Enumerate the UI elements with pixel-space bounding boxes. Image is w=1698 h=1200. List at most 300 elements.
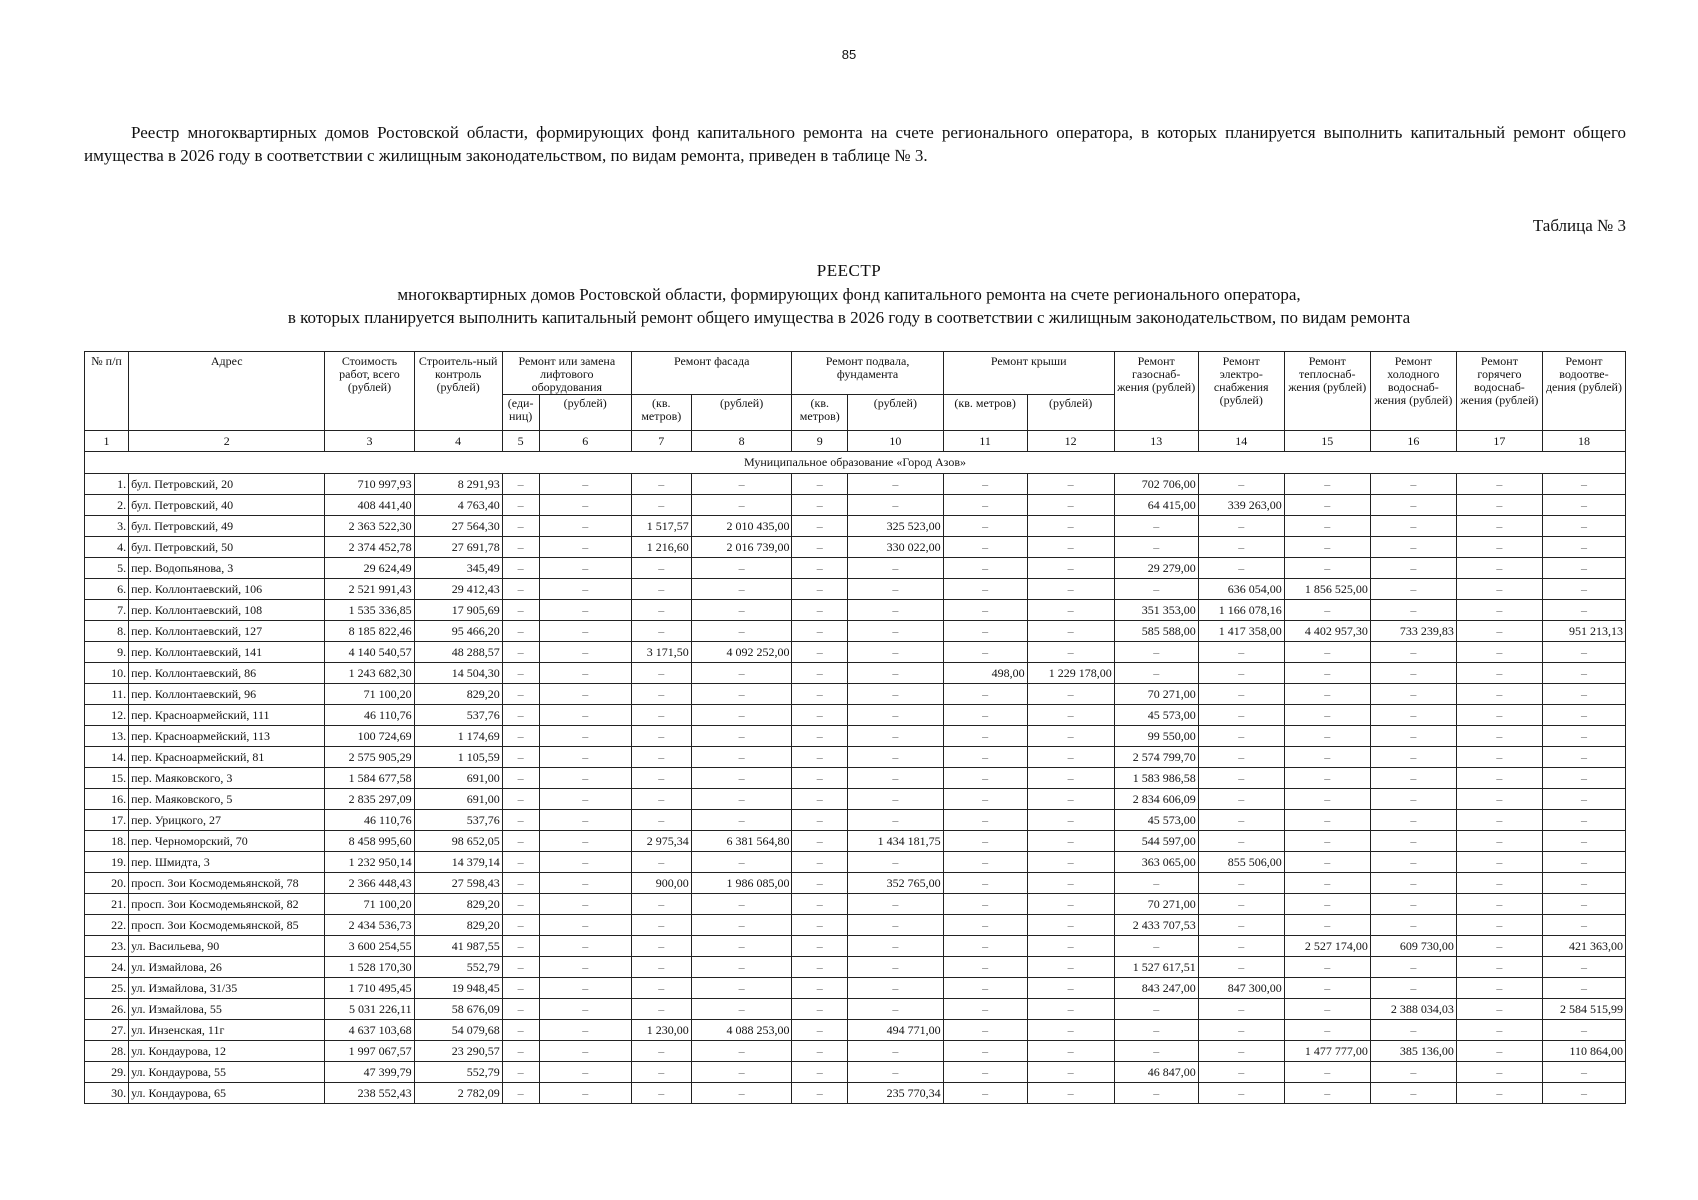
table-row <box>85 978 1626 999</box>
empty-value-cell: – <box>792 537 848 558</box>
value-cell: 855 506,00 <box>1198 852 1284 873</box>
empty-value-cell: – <box>1284 558 1370 579</box>
empty-value-cell: – <box>1198 957 1284 978</box>
empty-value-cell: – <box>1542 831 1625 852</box>
empty-value-cell: – <box>1456 915 1542 936</box>
empty-value-cell: – <box>539 705 631 726</box>
empty-value-cell: – <box>691 810 792 831</box>
empty-value-cell: – <box>848 852 944 873</box>
empty-value-cell: – <box>1456 831 1542 852</box>
empty-value-cell: – <box>691 936 792 957</box>
empty-value-cell: – <box>1114 579 1198 600</box>
empty-value-cell: – <box>1370 873 1456 894</box>
empty-value-cell: – <box>1456 894 1542 915</box>
empty-value-cell: – <box>1027 768 1114 789</box>
empty-value-cell: – <box>539 600 631 621</box>
empty-value-cell: – <box>539 936 631 957</box>
column-number: 1 <box>85 431 129 452</box>
value-cell: 4 140 540,57 <box>325 642 414 663</box>
value-cell: 1 477 777,00 <box>1284 1041 1370 1062</box>
empty-value-cell: – <box>1370 915 1456 936</box>
row-number-cell: 7. <box>85 600 129 621</box>
empty-value-cell: – <box>1198 747 1284 768</box>
value-cell: 847 300,00 <box>1198 978 1284 999</box>
empty-value-cell: – <box>792 621 848 642</box>
empty-value-cell: – <box>943 915 1027 936</box>
empty-value-cell: – <box>792 747 848 768</box>
value-cell: 41 987,55 <box>414 936 502 957</box>
empty-value-cell: – <box>631 936 691 957</box>
empty-value-cell: – <box>848 936 944 957</box>
empty-value-cell: – <box>1114 873 1198 894</box>
value-cell: 2 433 707,53 <box>1114 915 1198 936</box>
value-cell: 421 363,00 <box>1542 936 1625 957</box>
address-cell: пер. Коллонтаевский, 106 <box>129 579 325 600</box>
header-num: № п/п <box>85 352 129 431</box>
empty-value-cell: – <box>1370 747 1456 768</box>
empty-value-cell: – <box>943 789 1027 810</box>
empty-value-cell: – <box>539 1062 631 1083</box>
header-facade-m: (кв. метров) <box>631 395 691 431</box>
empty-value-cell: – <box>1370 516 1456 537</box>
empty-value-cell: – <box>1027 789 1114 810</box>
value-cell: 99 550,00 <box>1114 726 1198 747</box>
registry-subtitle-line-2: в которых планируется выполнить капитальный ремонт общего имущества в 2026 году в соответствии с жилищным законодательством, по видам ремонта <box>287 308 1411 327</box>
empty-value-cell: – <box>539 1083 631 1104</box>
empty-value-cell: – <box>1114 1041 1198 1062</box>
empty-value-cell: – <box>502 579 539 600</box>
empty-value-cell: – <box>1198 999 1284 1020</box>
value-cell: 1 243 682,30 <box>325 663 414 684</box>
header-facade-rub: (рублей) <box>691 395 792 431</box>
table-row <box>85 516 1626 537</box>
empty-value-cell: – <box>1284 789 1370 810</box>
column-number: 7 <box>631 431 691 452</box>
empty-value-cell: – <box>1114 516 1198 537</box>
value-cell: 1 105,59 <box>414 747 502 768</box>
header-roof: Ремонт крыши <box>943 352 1114 395</box>
value-cell: 2 835 297,09 <box>325 789 414 810</box>
value-cell: 351 353,00 <box>1114 600 1198 621</box>
table-row <box>85 600 1626 621</box>
value-cell: 8 185 822,46 <box>325 621 414 642</box>
empty-value-cell: – <box>502 789 539 810</box>
empty-value-cell: – <box>1456 726 1542 747</box>
empty-value-cell: – <box>691 600 792 621</box>
value-cell: 1 856 525,00 <box>1284 579 1370 600</box>
header-basement-m: (кв. метров) <box>792 395 848 431</box>
row-number-cell: 17. <box>85 810 129 831</box>
value-cell: 408 441,40 <box>325 495 414 516</box>
empty-value-cell: – <box>1027 537 1114 558</box>
empty-value-cell: – <box>1284 852 1370 873</box>
empty-value-cell: – <box>691 726 792 747</box>
value-cell: 4 402 957,30 <box>1284 621 1370 642</box>
value-cell: 8 458 995,60 <box>325 831 414 852</box>
value-cell: 2 782,09 <box>414 1083 502 1104</box>
empty-value-cell: – <box>1370 1083 1456 1104</box>
empty-value-cell: – <box>1198 915 1284 936</box>
empty-value-cell: – <box>631 789 691 810</box>
empty-value-cell: – <box>1198 642 1284 663</box>
empty-value-cell: – <box>848 579 944 600</box>
value-cell: 70 271,00 <box>1114 894 1198 915</box>
empty-value-cell: – <box>502 915 539 936</box>
empty-value-cell: – <box>1456 537 1542 558</box>
empty-value-cell: – <box>502 726 539 747</box>
empty-value-cell: – <box>691 558 792 579</box>
empty-value-cell: – <box>539 1041 631 1062</box>
address-cell: ул. Кондаурова, 55 <box>129 1062 325 1083</box>
empty-value-cell: – <box>848 621 944 642</box>
value-cell: 17 905,69 <box>414 600 502 621</box>
column-number: 12 <box>1027 431 1114 452</box>
column-number: 3 <box>325 431 414 452</box>
address-cell: ул. Кондаурова, 65 <box>129 1083 325 1104</box>
empty-value-cell: – <box>792 810 848 831</box>
value-cell: 1 528 170,30 <box>325 957 414 978</box>
empty-value-cell: – <box>1198 936 1284 957</box>
column-number: 13 <box>1114 431 1198 452</box>
empty-value-cell: – <box>1542 810 1625 831</box>
table-row <box>85 957 1626 978</box>
empty-value-cell: – <box>631 495 691 516</box>
empty-value-cell: – <box>539 810 631 831</box>
empty-value-cell: – <box>792 894 848 915</box>
empty-value-cell: – <box>1370 726 1456 747</box>
value-cell: 6 381 564,80 <box>691 831 792 852</box>
registry-table <box>84 351 1626 1104</box>
empty-value-cell: – <box>792 1041 848 1062</box>
value-cell: 4 088 253,00 <box>691 1020 792 1041</box>
empty-value-cell: – <box>792 558 848 579</box>
empty-value-cell: – <box>1456 978 1542 999</box>
empty-value-cell: – <box>1542 894 1625 915</box>
empty-value-cell: – <box>631 768 691 789</box>
address-cell: пер. Коллонтаевский, 141 <box>129 642 325 663</box>
empty-value-cell: – <box>502 978 539 999</box>
row-number-cell: 13. <box>85 726 129 747</box>
header-roof-rub: (рублей) <box>1027 395 1114 431</box>
empty-value-cell: – <box>1542 705 1625 726</box>
empty-value-cell: – <box>631 957 691 978</box>
empty-value-cell: – <box>631 1062 691 1083</box>
empty-value-cell: – <box>1027 978 1114 999</box>
empty-value-cell: – <box>691 747 792 768</box>
empty-value-cell: – <box>1284 516 1370 537</box>
column-number: 18 <box>1542 431 1625 452</box>
empty-value-cell: – <box>943 810 1027 831</box>
empty-value-cell: – <box>631 684 691 705</box>
value-cell: 494 771,00 <box>848 1020 944 1041</box>
row-number-cell: 21. <box>85 894 129 915</box>
value-cell: 46 847,00 <box>1114 1062 1198 1083</box>
value-cell: 1 232 950,14 <box>325 852 414 873</box>
empty-value-cell: – <box>943 474 1027 495</box>
empty-value-cell: – <box>1542 747 1625 768</box>
empty-value-cell: – <box>1370 957 1456 978</box>
value-cell: 2 434 536,73 <box>325 915 414 936</box>
value-cell: 636 054,00 <box>1198 579 1284 600</box>
empty-value-cell: – <box>943 516 1027 537</box>
row-number-cell: 19. <box>85 852 129 873</box>
empty-value-cell: – <box>1284 747 1370 768</box>
empty-value-cell: – <box>691 495 792 516</box>
empty-value-cell: – <box>539 747 631 768</box>
address-cell: ул. Васильева, 90 <box>129 936 325 957</box>
empty-value-cell: – <box>1542 558 1625 579</box>
empty-value-cell: – <box>1542 600 1625 621</box>
header-control: Строитель-ный контроль (рублей) <box>414 352 502 431</box>
empty-value-cell: – <box>1370 1062 1456 1083</box>
empty-value-cell: – <box>1456 768 1542 789</box>
value-cell: 95 466,20 <box>414 621 502 642</box>
empty-value-cell: – <box>1284 894 1370 915</box>
table-row <box>85 768 1626 789</box>
empty-value-cell: – <box>1027 894 1114 915</box>
empty-value-cell: – <box>502 1020 539 1041</box>
empty-value-cell: – <box>1370 495 1456 516</box>
empty-value-cell: – <box>1284 642 1370 663</box>
empty-value-cell: – <box>502 495 539 516</box>
header-gas: Ремонт газоснаб-жения (рублей) <box>1114 352 1198 431</box>
empty-value-cell: – <box>1456 747 1542 768</box>
address-cell: пер. Водопьянова, 3 <box>129 558 325 579</box>
value-cell: 235 770,34 <box>848 1083 944 1104</box>
empty-value-cell: – <box>691 579 792 600</box>
empty-value-cell: – <box>1456 1020 1542 1041</box>
value-cell: 47 399,79 <box>325 1062 414 1083</box>
empty-value-cell: – <box>631 558 691 579</box>
empty-value-cell: – <box>691 474 792 495</box>
empty-value-cell: – <box>943 684 1027 705</box>
value-cell: 2 975,34 <box>631 831 691 852</box>
column-number: 6 <box>539 431 631 452</box>
empty-value-cell: – <box>691 663 792 684</box>
empty-value-cell: – <box>1542 978 1625 999</box>
address-cell: ул. Измайлова, 26 <box>129 957 325 978</box>
empty-value-cell: – <box>539 957 631 978</box>
row-number-cell: 23. <box>85 936 129 957</box>
empty-value-cell: – <box>631 978 691 999</box>
empty-value-cell: – <box>1198 537 1284 558</box>
empty-value-cell: – <box>943 600 1027 621</box>
empty-value-cell: – <box>539 894 631 915</box>
empty-value-cell: – <box>539 873 631 894</box>
value-cell: 702 706,00 <box>1114 474 1198 495</box>
header-lift-units: (еди-ниц) <box>502 395 539 431</box>
empty-value-cell: – <box>1456 1083 1542 1104</box>
value-cell: 29 412,43 <box>414 579 502 600</box>
empty-value-cell: – <box>1456 1041 1542 1062</box>
empty-value-cell: – <box>792 831 848 852</box>
empty-value-cell: – <box>1027 1083 1114 1104</box>
empty-value-cell: – <box>1456 579 1542 600</box>
value-cell: 48 288,57 <box>414 642 502 663</box>
header-cold-water: Ремонт холодного водоснаб-жения (рублей) <box>1370 352 1456 431</box>
empty-value-cell: – <box>1198 789 1284 810</box>
empty-value-cell: – <box>502 852 539 873</box>
column-number: 16 <box>1370 431 1456 452</box>
value-cell: 1 166 078,16 <box>1198 600 1284 621</box>
empty-value-cell: – <box>1027 684 1114 705</box>
empty-value-cell: – <box>1198 1083 1284 1104</box>
empty-value-cell: – <box>1542 873 1625 894</box>
empty-value-cell: – <box>1542 789 1625 810</box>
value-cell: 951 213,13 <box>1542 621 1625 642</box>
empty-value-cell: – <box>1198 663 1284 684</box>
empty-value-cell: – <box>1456 999 1542 1020</box>
empty-value-cell: – <box>502 621 539 642</box>
value-cell: 710 997,93 <box>325 474 414 495</box>
address-cell: пер. Маяковского, 3 <box>129 768 325 789</box>
table-row <box>85 621 1626 642</box>
empty-value-cell: – <box>1198 810 1284 831</box>
value-cell: 45 573,00 <box>1114 810 1198 831</box>
empty-value-cell: – <box>539 684 631 705</box>
empty-value-cell: – <box>1027 726 1114 747</box>
value-cell: 733 239,83 <box>1370 621 1456 642</box>
empty-value-cell: – <box>1114 1083 1198 1104</box>
empty-value-cell: – <box>1198 726 1284 747</box>
value-cell: 238 552,43 <box>325 1083 414 1104</box>
value-cell: 537,76 <box>414 810 502 831</box>
empty-value-cell: – <box>848 768 944 789</box>
row-number-cell: 29. <box>85 1062 129 1083</box>
empty-value-cell: – <box>631 747 691 768</box>
empty-value-cell: – <box>691 1062 792 1083</box>
empty-value-cell: – <box>1027 1041 1114 1062</box>
column-number: 11 <box>943 431 1027 452</box>
empty-value-cell: – <box>1370 789 1456 810</box>
empty-value-cell: – <box>848 978 944 999</box>
value-cell: 900,00 <box>631 873 691 894</box>
value-cell: 4 637 103,68 <box>325 1020 414 1041</box>
empty-value-cell: – <box>943 642 1027 663</box>
empty-value-cell: – <box>631 915 691 936</box>
value-cell: 54 079,68 <box>414 1020 502 1041</box>
empty-value-cell: – <box>943 852 1027 873</box>
value-cell: 2 366 448,43 <box>325 873 414 894</box>
empty-value-cell: – <box>1542 642 1625 663</box>
empty-value-cell: – <box>1284 810 1370 831</box>
empty-value-cell: – <box>1198 705 1284 726</box>
empty-value-cell: – <box>691 705 792 726</box>
empty-value-cell: – <box>1027 957 1114 978</box>
empty-value-cell: – <box>1370 852 1456 873</box>
empty-value-cell: – <box>691 1041 792 1062</box>
value-cell: 843 247,00 <box>1114 978 1198 999</box>
table-row <box>85 747 1626 768</box>
empty-value-cell: – <box>1456 789 1542 810</box>
empty-value-cell: – <box>1542 579 1625 600</box>
empty-value-cell: – <box>1114 642 1198 663</box>
empty-value-cell: – <box>1456 705 1542 726</box>
value-cell: 58 676,09 <box>414 999 502 1020</box>
empty-value-cell: – <box>848 810 944 831</box>
empty-value-cell: – <box>1370 642 1456 663</box>
empty-value-cell: – <box>539 558 631 579</box>
value-cell: 14 504,30 <box>414 663 502 684</box>
empty-value-cell: – <box>1456 516 1542 537</box>
empty-value-cell: – <box>1284 873 1370 894</box>
value-cell: 2 575 905,29 <box>325 747 414 768</box>
value-cell: 498,00 <box>943 663 1027 684</box>
empty-value-cell: – <box>502 600 539 621</box>
empty-value-cell: – <box>1114 537 1198 558</box>
table-row <box>85 726 1626 747</box>
row-number-cell: 25. <box>85 978 129 999</box>
row-number-cell: 5. <box>85 558 129 579</box>
empty-value-cell: – <box>1027 495 1114 516</box>
empty-value-cell: – <box>1456 957 1542 978</box>
empty-value-cell: – <box>848 705 944 726</box>
empty-value-cell: – <box>848 663 944 684</box>
address-cell: просп. Зои Космодемьянской, 78 <box>129 873 325 894</box>
empty-value-cell: – <box>943 894 1027 915</box>
value-cell: 537,76 <box>414 705 502 726</box>
empty-value-cell: – <box>691 915 792 936</box>
empty-value-cell: – <box>1456 474 1542 495</box>
empty-value-cell: – <box>1370 537 1456 558</box>
value-cell: 27 564,30 <box>414 516 502 537</box>
address-cell: пер. Маяковского, 5 <box>129 789 325 810</box>
header-lift-rub: (рублей) <box>539 395 631 431</box>
empty-value-cell: – <box>1284 474 1370 495</box>
empty-value-cell: – <box>1027 516 1114 537</box>
empty-value-cell: – <box>631 621 691 642</box>
empty-value-cell: – <box>1284 600 1370 621</box>
row-number-cell: 16. <box>85 789 129 810</box>
value-cell: 829,20 <box>414 915 502 936</box>
empty-value-cell: – <box>792 1020 848 1041</box>
table-row <box>85 579 1626 600</box>
empty-value-cell: – <box>1284 1062 1370 1083</box>
empty-value-cell: – <box>539 915 631 936</box>
value-cell: 4 092 252,00 <box>691 642 792 663</box>
table-row <box>85 705 1626 726</box>
value-cell: 1 535 336,85 <box>325 600 414 621</box>
empty-value-cell: – <box>1456 873 1542 894</box>
empty-value-cell: – <box>943 1083 1027 1104</box>
header-hot-water: Ремонт горячего водоснаб-жения (рублей) <box>1456 352 1542 431</box>
empty-value-cell: – <box>1456 642 1542 663</box>
value-cell: 1 230,00 <box>631 1020 691 1041</box>
table-row <box>85 684 1626 705</box>
empty-value-cell: – <box>792 684 848 705</box>
row-number-cell: 15. <box>85 768 129 789</box>
value-cell: 110 864,00 <box>1542 1041 1625 1062</box>
value-cell: 45 573,00 <box>1114 705 1198 726</box>
value-cell: 8 291,93 <box>414 474 502 495</box>
value-cell: 29 624,49 <box>325 558 414 579</box>
column-number: 9 <box>792 431 848 452</box>
empty-value-cell: – <box>1198 684 1284 705</box>
value-cell: 609 730,00 <box>1370 936 1456 957</box>
empty-value-cell: – <box>502 1083 539 1104</box>
table-row <box>85 894 1626 915</box>
value-cell: 2 374 452,78 <box>325 537 414 558</box>
empty-value-cell: – <box>539 726 631 747</box>
header-heat: Ремонт теплоснаб-жения (рублей) <box>1284 352 1370 431</box>
empty-value-cell: – <box>631 474 691 495</box>
table-row <box>85 999 1626 1020</box>
empty-value-cell: – <box>502 1062 539 1083</box>
empty-value-cell: – <box>631 726 691 747</box>
empty-value-cell: – <box>539 537 631 558</box>
empty-value-cell: – <box>631 1083 691 1104</box>
table-label: Таблица № 3 <box>1532 216 1626 235</box>
